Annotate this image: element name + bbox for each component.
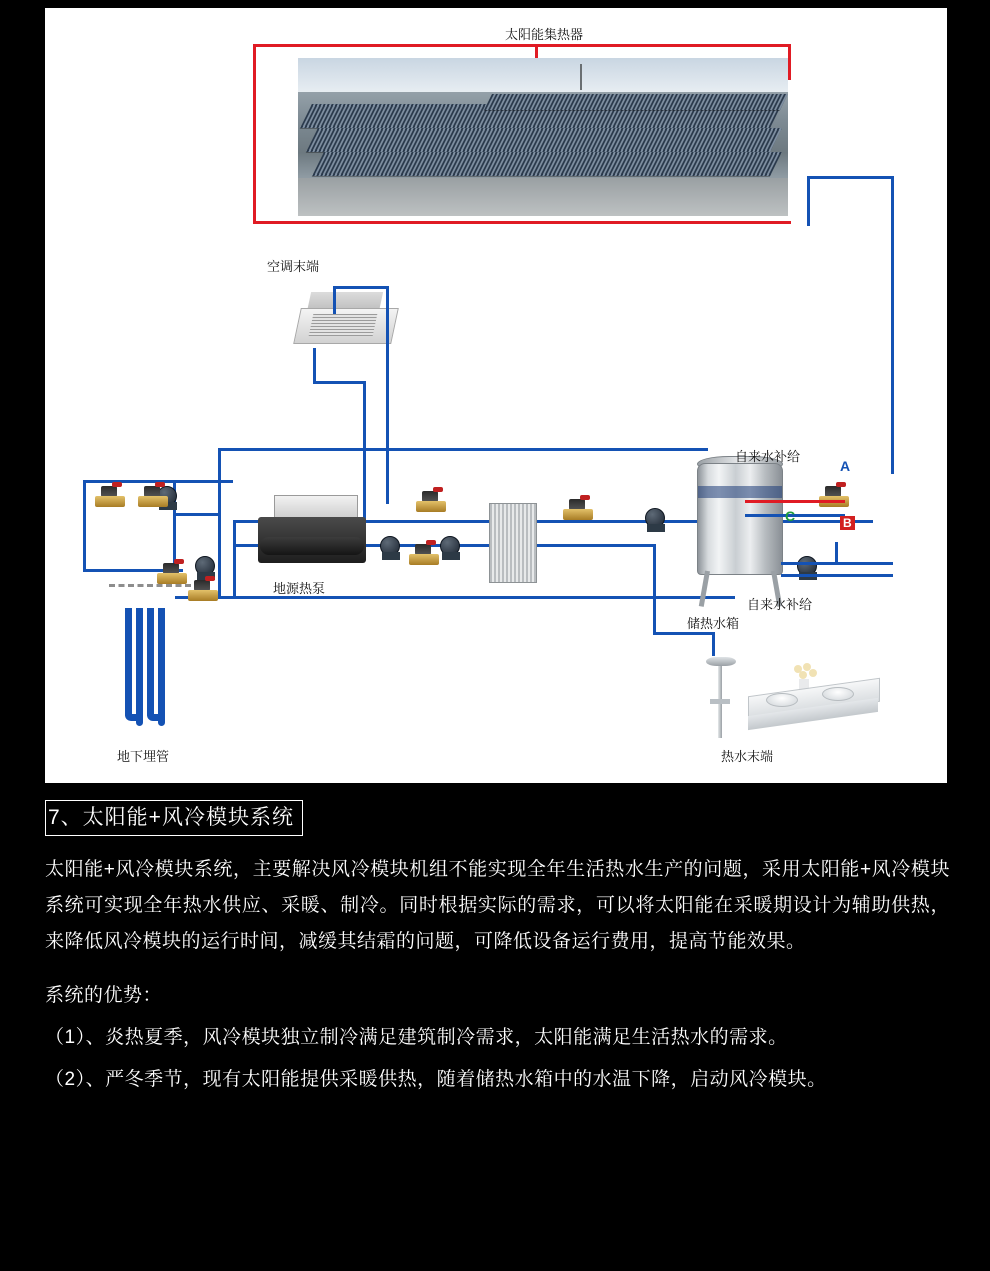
wash-basin-counter xyxy=(748,663,884,741)
blue-pipe-solar-return xyxy=(891,176,894,474)
heat-storage-tank xyxy=(697,463,783,575)
solenoid-valve xyxy=(188,580,218,602)
blue-pipe-return-riser xyxy=(233,520,236,596)
red-pipe-corner xyxy=(788,221,791,223)
valve-knob xyxy=(174,559,184,564)
sink-bowl xyxy=(822,687,854,701)
paragraph-advantages-heading: 系统的优势： xyxy=(45,985,163,1006)
pump xyxy=(440,536,462,562)
valve-knob xyxy=(112,482,122,487)
shower-head xyxy=(706,657,736,666)
valve-body xyxy=(563,509,593,520)
valve-knob xyxy=(155,482,165,487)
label-underground-pipe: 地下埋管 xyxy=(117,749,170,764)
tank-label-band xyxy=(698,486,782,498)
pump-base xyxy=(647,524,665,532)
valve-knob xyxy=(836,482,846,487)
loop-tube xyxy=(158,608,165,726)
blue-pipe-ac-5 xyxy=(313,381,365,384)
blue-pipe-left-riser xyxy=(83,480,86,572)
solar-sky xyxy=(298,58,788,92)
shower-handle xyxy=(710,699,730,704)
red-pipe-left xyxy=(253,44,256,224)
blue-pipe-right-vert xyxy=(835,542,838,564)
solar-array-row xyxy=(484,94,788,110)
label-ground-source-heat-pump: 地源热泵 xyxy=(273,581,326,596)
valve-knob xyxy=(426,540,436,545)
valve-body xyxy=(95,496,125,507)
plate-heat-exchanger xyxy=(489,503,537,583)
solar-array-row xyxy=(306,128,782,152)
blue-pipe-solar-return-top xyxy=(807,176,894,179)
blue-pipe-ac-3 xyxy=(386,286,389,504)
solenoid-valve xyxy=(819,486,849,508)
valve-knob xyxy=(433,487,443,492)
solenoid-valve xyxy=(409,544,439,566)
sink-bowl xyxy=(766,693,798,707)
blue-pipe-return-long xyxy=(175,596,735,599)
valve-knob xyxy=(580,495,590,500)
flower-petal xyxy=(799,671,807,679)
red-pipe-right-upper xyxy=(788,44,791,80)
system-diagram xyxy=(45,8,947,783)
solar-ground xyxy=(298,178,788,216)
solenoid-valve xyxy=(138,486,168,508)
shower-fixture xyxy=(700,653,746,743)
ground-source-heat-pump-unit xyxy=(258,495,366,567)
ac-cassette-unit xyxy=(297,290,393,352)
underground-pipe-loop xyxy=(123,608,169,734)
solenoid-valve xyxy=(416,491,446,513)
pump-base xyxy=(442,552,460,560)
pump xyxy=(380,536,402,562)
blue-pipe-to-hotwater-1 xyxy=(653,544,656,634)
blue-pipe-vertical-a xyxy=(218,448,221,598)
solar-array-row xyxy=(312,152,782,176)
marker-b: B xyxy=(840,516,855,530)
pump-base xyxy=(382,552,400,560)
blue-pipe-ac-1 xyxy=(333,286,336,314)
marker-c: C xyxy=(785,508,796,524)
label-tap-water-bottom: 自来水补给 xyxy=(747,597,813,612)
valve-knob xyxy=(205,576,215,581)
loop-tube xyxy=(125,608,132,718)
solenoid-valve xyxy=(563,499,593,521)
red-pipe-top xyxy=(253,44,791,47)
solar-mast xyxy=(580,64,582,90)
blue-pipe-to-pump xyxy=(173,513,221,516)
cassette-grille xyxy=(309,314,378,336)
solar-collector-image xyxy=(298,58,788,216)
blue-pipe-solar-drop xyxy=(807,176,810,226)
valve-body xyxy=(409,554,439,565)
paragraph-intro: 太阳能+风冷模块系统，主要解决风冷模块机组不能实现全年生活热水生产的问题，采用太阳能+风冷模块系统可实现全年热水供应、采暖、制冷。同时根据实际的需求，可以将太阳能在采暖期设计为辅助供热，来降低风冷模块的运行时间，减缓其结霜的问题，可降低设备运行费用，提高节能效果。 xyxy=(45,859,950,952)
label-heat-storage-tank: 储热水箱 xyxy=(687,616,740,631)
red-pipe-right-branch xyxy=(745,500,845,503)
marker-a: A xyxy=(840,458,851,474)
blue-pipe-ac-4 xyxy=(313,348,316,384)
valve-body xyxy=(188,590,218,601)
pump xyxy=(797,556,819,582)
label-ac-terminal: 空调末端 xyxy=(267,259,320,274)
solenoid-valve xyxy=(95,486,125,508)
blue-pipe-to-hotwater-2 xyxy=(653,632,715,635)
solenoid-valve xyxy=(157,563,187,585)
article-content xyxy=(45,800,950,1116)
flower-petal xyxy=(809,669,817,677)
section-title: 7、太阳能+风冷模块系统 xyxy=(45,800,303,836)
valve-body xyxy=(157,573,187,584)
heat-pump-cylinder xyxy=(260,537,364,555)
blue-pipe-top-long xyxy=(218,448,708,451)
loop-tube xyxy=(136,608,143,726)
loop-tube xyxy=(147,608,154,718)
label-hot-water-terminal: 热水末端 xyxy=(721,749,774,764)
label-solar-collector: 太阳能集热器 xyxy=(505,27,584,42)
blue-pipe-ac-2 xyxy=(333,286,389,289)
pump xyxy=(645,508,667,534)
label-tap-water-top: 自来水补给 xyxy=(735,449,801,464)
paragraph-advantage-1: （1）、炎热夏季，风冷模块独立制冷满足建筑制冷需求，太阳能满足生活热水的需求。 xyxy=(45,1027,788,1048)
red-pipe-bottom xyxy=(253,221,791,224)
blue-pipe-right-lower-2 xyxy=(781,574,893,577)
tank-leg xyxy=(699,571,710,607)
paragraph-advantage-2: （2）、严冬季节，现有太阳能提供采暖供热，随着储热水箱中的水温下降，启动风冷模块。 xyxy=(45,1069,827,1090)
valve-body xyxy=(138,496,168,507)
loop-bend xyxy=(147,714,165,721)
loop-bend xyxy=(125,714,143,721)
valve-body xyxy=(416,501,446,512)
